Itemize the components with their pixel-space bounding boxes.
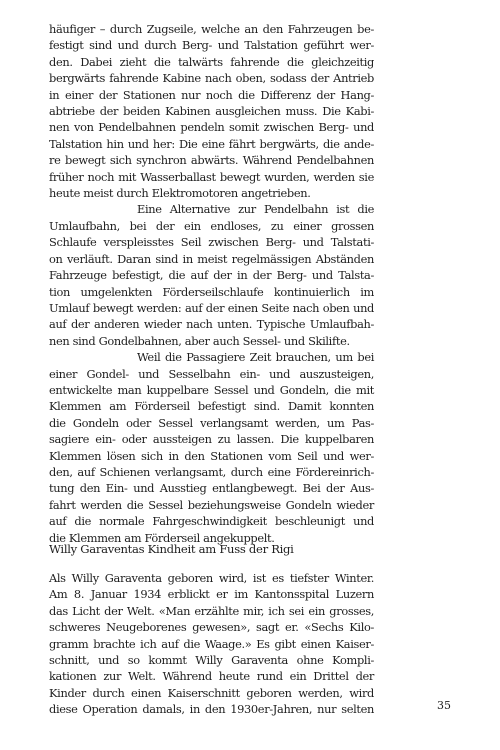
text-line: auf die normale Fahrgeschwindigkeit beschleunigt und (49, 514, 374, 529)
text-line: kationen zur Welt. Während heute rund ein Drittel der (49, 669, 374, 684)
text-line: fahrt werden die Sessel beziehungsweise Gondeln wieder (49, 497, 374, 512)
text-line: den, auf Schienen verlangsamt, durch eine Fördereinrich- (49, 464, 374, 479)
text-line: gramm brachte ich auf die Waage.» Es gibt einen Kaiser- (49, 636, 374, 651)
text-line: schweres Neugeborenes gewesen», sagt er. «Sechs Kilo- (49, 620, 374, 635)
text-line: die Gondeln oder Sessel verlangsamt werden, um Pas- (49, 415, 374, 430)
text-line: on verläuft. Daran sind in meist regelmässigen Abständen (49, 251, 374, 266)
text-line: heute meist durch Elektromotoren angetrieben. (49, 186, 311, 201)
text-line: sagiere ein- oder aussteigen zu lassen. Die kuppelbaren (49, 432, 374, 447)
text-line: nen von Pendelbahnen pendeln somit zwischen Berg- und (49, 120, 374, 135)
page-number: 35 (437, 699, 451, 712)
paragraph (49, 570, 374, 718)
text-line: Fahrzeuge befestigt, die auf der in der Berg- und Talsta- (49, 268, 374, 283)
section-body-text (49, 21, 374, 546)
section-heading: Willy Garaventas Kindheit am Fuss der Rigi (49, 542, 294, 556)
text-line: in einer der Stationen nur noch die Differenz der Hang- (49, 87, 374, 102)
text-line: diese Operation damals, in den 1930er-Jahren, nur selten (49, 702, 374, 717)
text-line: entwickelte man kuppelbare Sessel und Gondeln, die mit (49, 382, 374, 397)
paragraph (49, 349, 374, 546)
text-line: nen sind Gondelbahnen, aber auch Sessel- und Skilifte. (49, 333, 350, 348)
text-line: früher noch mit Wasserballast bewegt wurden, werden sie (49, 169, 374, 184)
text-line: Umlauf bewegt werden: auf der einen Seite nach oben und (49, 300, 374, 315)
text-line: auf der anderen wieder nach unten. Typische Umlaufbah- (49, 317, 374, 332)
text-line: tion umgelenkten Förderseilschlaufe kontinuierlich im (49, 284, 374, 299)
text-line: schnitt, und so kommt Willy Garaventa ohne Kompli- (49, 653, 374, 668)
text-line: abtriebe der beiden Kabinen ausgleichen muss. Die Kabi- (49, 104, 374, 119)
text-line: die Klemmen am Förderseil angekuppelt. (49, 530, 275, 545)
text-line: Umlaufbahn, bei der ein endloses, zu einer grossen (49, 218, 374, 233)
text-line: Am 8. Januar 1934 erblickt er im Kantonsspital Luzern (49, 587, 374, 602)
text-line: bergwärts fahrende Kabine nach oben, sodass der Antrieb (49, 71, 374, 86)
text-line: den. Dabei zieht die talwärts fahrende die gleichzeitig (49, 54, 374, 69)
paragraph (49, 21, 374, 201)
text-line: einer Gondel- und Sesselbahn ein- und auszusteigen, (49, 366, 374, 381)
text-line: tung den Ein- und Ausstieg entlangbewegt. Bei der Aus- (49, 481, 374, 496)
text-line: das Licht der Welt. «Man erzählte mir, ich sei ein grosses, (49, 603, 374, 618)
paragraph (49, 201, 374, 349)
text-line: re bewegt sich synchron abwärts. Während Pendelbahnen (49, 153, 374, 168)
text-line: festigt sind und durch Berg- und Talstation geführt wer- (49, 38, 374, 53)
text-line: Als Willy Garaventa geboren wird, ist es tiefster Winter. (49, 571, 374, 585)
text-line: Kinder durch einen Kaiserschnitt geboren werden, wird (49, 685, 374, 700)
section-body-text (49, 570, 374, 718)
text-line: Klemmen lösen sich in den Stationen vom Seil und wer- (49, 448, 374, 463)
text-line: Eine Alternative zur Pendelbahn ist die (137, 202, 374, 217)
text-line: Weil die Passagiere Zeit brauchen, um bei (137, 350, 374, 365)
text-line: Schlaufe verspleisstes Seil zwischen Berg- und Talstati- (49, 235, 374, 250)
text-line: Talstation hin und her: Die eine fährt bergwärts, die ande- (49, 136, 374, 151)
text-line: häufiger – durch Zugseile, welche an den Fahrzeugen be- (49, 22, 374, 36)
text-line: Klemmen am Förderseil befestigt sind. Damit konnten (49, 399, 374, 414)
